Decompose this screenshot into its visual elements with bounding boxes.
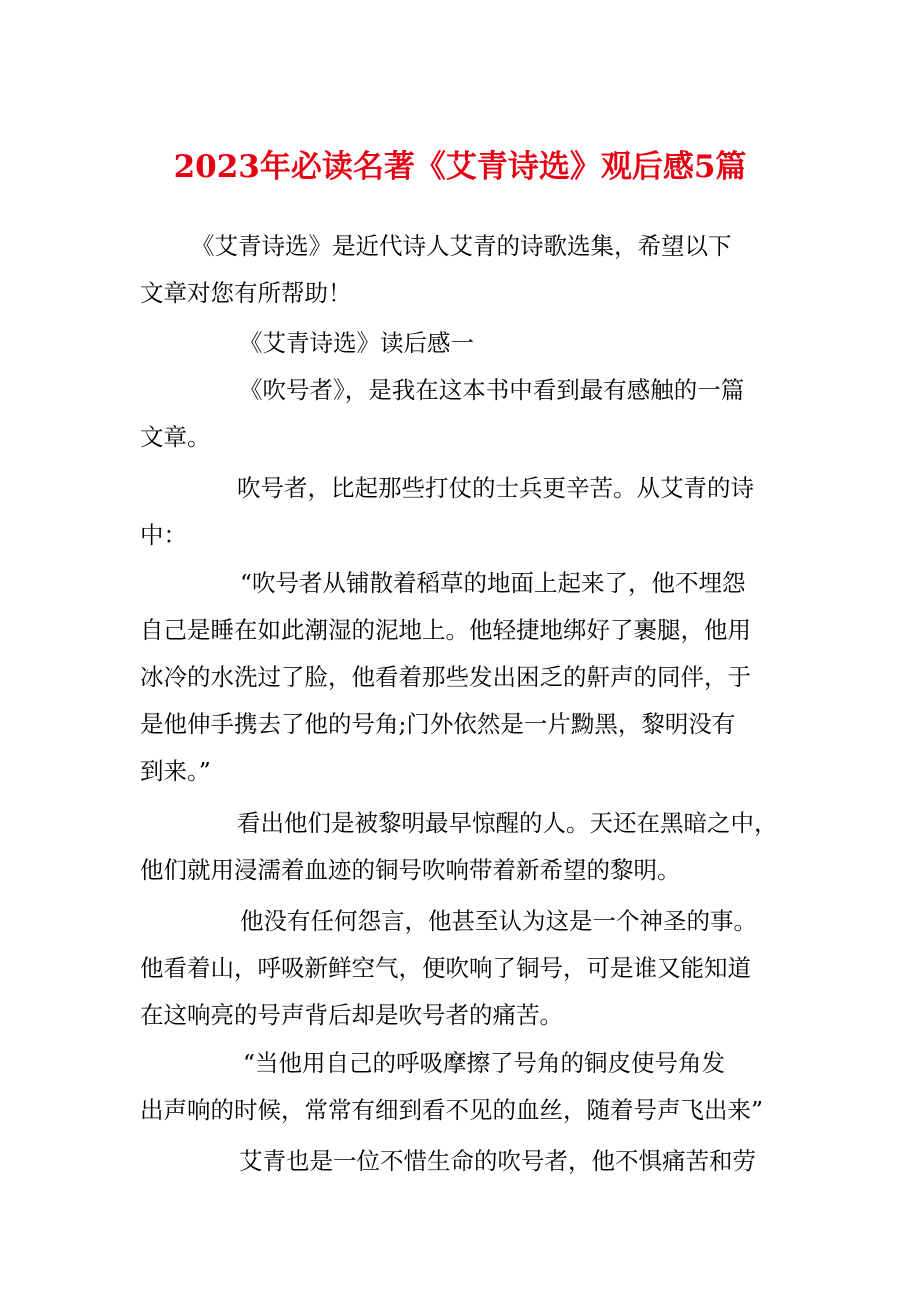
text-line: 文章对您有所帮助！	[140, 279, 352, 307]
text-line: 他们就用浸濡着血迹的铜号吹响带着新希望的黎明。	[140, 856, 681, 884]
text-line: 他没有任何怨言，他甚至认为这是一个神圣的事。	[240, 907, 757, 935]
document-title: 2023年必读名著《艾青诗选》观后感5篇	[173, 149, 747, 185]
quote-paragraph	[140, 1040, 782, 1134]
paragraph	[140, 1138, 782, 1185]
text-line: 《艾青诗选》读后感一	[239, 329, 474, 357]
paragraph	[140, 898, 782, 1039]
text-line: 他看着山，呼吸新鲜空气，便吹响了铜号，可是谁又能知道	[140, 954, 751, 982]
text-line: “当他用自己的呼吸摩擦了号角的铜皮使号角发	[243, 1049, 726, 1077]
text-line: 冰冷的水洗过了脸，他看着那些发出困乏的鼾声的同伴，于	[140, 663, 751, 691]
paragraph-intro	[140, 223, 782, 317]
text-line: 自己是睡在如此潮湿的泥地上。他轻捷地绑好了裹腿，他用	[140, 616, 751, 644]
text-line: 出声响的时候，常常有细到看不见的血丝，随着号声飞出来”	[140, 1096, 764, 1124]
paragraph	[140, 465, 782, 559]
text-line: 在这响亮的号声背后却是吹号者的痛苦。	[140, 1001, 563, 1029]
text-line: 到来。”	[140, 757, 211, 785]
paragraph	[140, 367, 782, 461]
paragraph	[140, 800, 782, 894]
quote-paragraph	[140, 560, 782, 795]
text-line: 艾青也是一位不惜生命的吹号者，他不惧痛苦和劳	[239, 1147, 756, 1175]
text-line: 《吹号者》，是我在这本书中看到最有感触的一篇	[239, 376, 745, 404]
text-line: 看出他们是被黎明最早惊醒的人。天还在黑暗之中，	[237, 809, 778, 837]
text-line: 文章。	[140, 423, 211, 451]
text-line: 吹号者，比起那些打仗的士兵更辛苦。从艾青的诗	[237, 474, 754, 502]
text-line: 《艾青诗选》是近代诗人艾青的诗歌选集，希望以下	[191, 232, 732, 260]
text-line: 中：	[140, 521, 187, 549]
text-line: 是他伸手携去了他的号角;门外依然是一片黝黑，黎明没有	[140, 710, 736, 738]
text-line: “吹号者从铺散着稻草的地面上起来了，他不埋怨	[240, 569, 746, 597]
section-heading	[140, 320, 782, 367]
